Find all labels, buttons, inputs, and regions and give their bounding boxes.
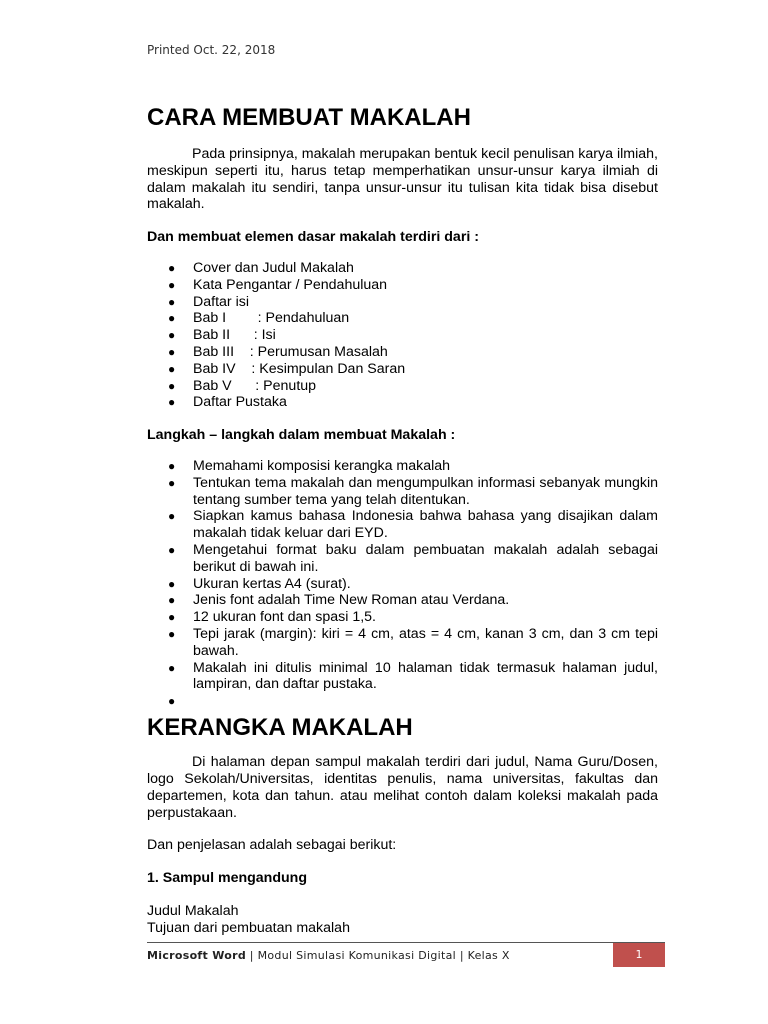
bullet-icon: ●: [168, 395, 176, 410]
section-title-cara: CARA MEMBUAT MAKALAH: [147, 104, 471, 131]
bullet-icon: ●: [168, 660, 176, 675]
bullet-icon: ●: [168, 475, 176, 490]
list-item: ● Ukuran kertas A4 (surat).: [168, 575, 351, 592]
list-item: ● Bab IV : Kesimpulan Dan Saran: [168, 360, 406, 377]
section-title-kerangka: KERANGKA MAKALAH: [147, 714, 413, 742]
bullet-icon: ●: [168, 260, 176, 275]
list-item: ● Cover dan Judul Makalah: [168, 259, 354, 276]
list-item: ● Bab V : Penutup: [168, 377, 317, 394]
kerangka-paragraph: Di halaman depan sampul makalah terdiri dari judul, Nama Guru/Dosen, logo Sekolah/Universitas, identitas penulis, nama universitas, fakultas dan departemen, kota dan tahun. atau melihat contoh dalam koleksi makalah pada perpustakaan.: [147, 754, 658, 821]
elements-heading: Dan membuat elemen dasar makalah terdiri dari :: [147, 229, 479, 246]
bullet-icon: ●: [168, 311, 176, 326]
bullet-icon: ●: [168, 361, 176, 376]
footer-text: [147, 949, 510, 962]
bullet-icon: ●: [168, 378, 176, 393]
printed-date: Printed Oct. 22, 2018: [147, 43, 276, 57]
bullet-icon: ●: [168, 344, 176, 359]
list-item: ● Kata Pengantar / Pendahuluan: [168, 276, 388, 293]
footer-app-name: Microsoft Word: [147, 949, 246, 962]
list-item: ● Bab III : Perumusan Masalah: [168, 343, 388, 360]
bullet-icon: ●: [168, 593, 176, 608]
bullet-icon: ●: [168, 458, 176, 473]
intro-paragraph: Pada prinsipnya, makalah merupakan bentuk kecil penulisan karya ilmiah, meskipun seperti itu, harus tetap memperhatikan unsur-unsur karya ilmiah di dalam makalah itu sendiri, tanpa unsur-unsur itu tulisan kita tidak bisa disebut makalah.: [147, 146, 658, 213]
bullet-icon: ●: [168, 277, 176, 292]
sampul-heading: 1. Sampul mengandung: [147, 870, 308, 887]
list-item: ● Mengetahui format baku dalam pembuatan makalah adalah sebagai berikut di bawah ini.: [168, 541, 658, 575]
elements-list: [147, 260, 658, 411]
list-item: ● Bab II : Isi: [168, 327, 276, 344]
sampul-lines: [147, 903, 658, 937]
list-item-empty: [147, 693, 658, 710]
steps-list: [147, 458, 658, 710]
list-item: ● Daftar Pustaka: [168, 394, 287, 411]
steps-heading: Langkah – langkah dalam membuat Makalah :: [147, 427, 456, 444]
list-item: ● Bab I : Pendahuluan: [168, 310, 350, 327]
bullet-icon: ●: [168, 328, 176, 343]
bullet-icon: ●: [168, 576, 176, 591]
list-item: ● Makalah ini ditulis minimal 10 halaman tidak termasuk halaman judul, lampiran, dan daftar pustaka.: [168, 659, 658, 693]
bullet-icon: ●: [168, 626, 176, 641]
list-item: ● Memahami komposisi kerangka makalah: [168, 457, 451, 474]
footer-module: | Modul Simulasi Komunikasi Digital | Kelas X: [246, 949, 510, 962]
explain-text: Dan penjelasan adalah sebagai berikut:: [147, 837, 397, 854]
list-item: ● Daftar isi: [168, 293, 249, 310]
bullet-icon: ●: [168, 542, 176, 557]
bullet-icon: ●: [168, 509, 176, 524]
page-number: 1: [613, 943, 665, 967]
bullet-icon: ●: [168, 294, 176, 309]
list-item: ● Tentukan tema makalah dan mengumpulkan informasi sebanyak mungkin tentang sumber tema yang telah ditentukan.: [168, 474, 658, 508]
bullet-icon: ●: [168, 610, 176, 625]
list-item: ● Jenis font adalah Time New Roman atau Verdana.: [168, 592, 510, 609]
line-item: Tujuan dari pembuatan makalah: [147, 919, 350, 936]
list-item: ● 12 ukuran font dan spasi 1,5.: [168, 609, 376, 626]
bullet-icon: ●: [168, 694, 176, 709]
page-footer: [147, 942, 665, 967]
list-item: ● Siapkan kamus bahasa Indonesia bahwa bahasa yang disajikan dalam makalah tidak keluar dari EYD.: [168, 508, 658, 542]
line-item: Judul Makalah: [147, 902, 239, 919]
list-item: ● Tepi jarak (margin): kiri = 4 cm, atas = 4 cm, kanan 3 cm, dan 3 cm tepi bawah.: [168, 625, 658, 659]
document-body: [147, 104, 658, 936]
